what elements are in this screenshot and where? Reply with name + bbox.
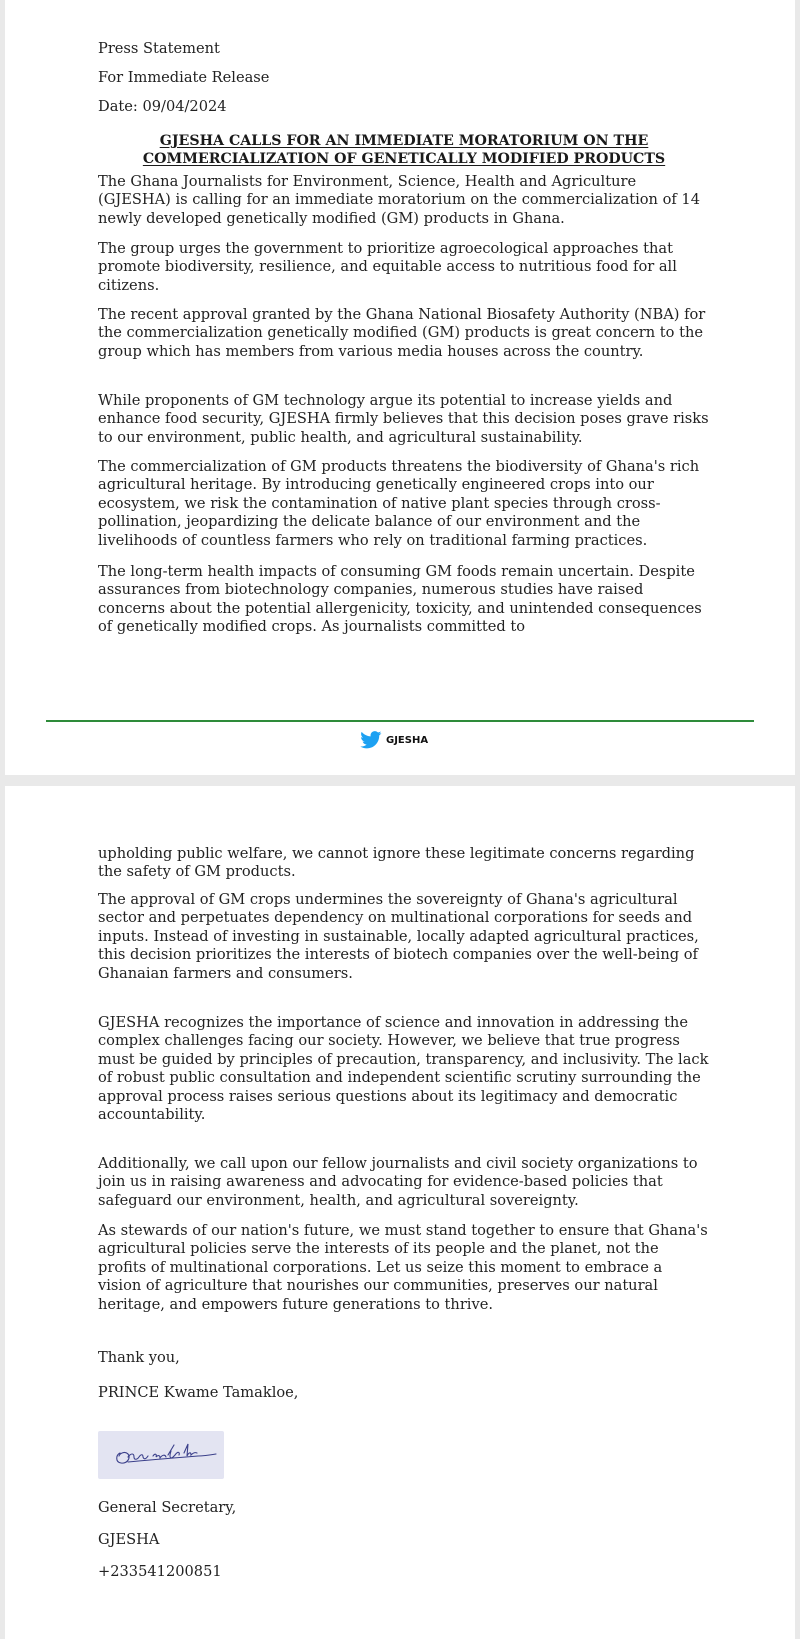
headline-line-1: GJESHA CALLS FOR AN IMMEDIATE MORATORIUM ON THE <box>159 133 649 149</box>
paragraph: The group urges the government to prioritize agroecological approaches that promote biodiversity, resilience, and equitable access to nutritious food for all citizens. <box>98 240 677 294</box>
headline <box>98 132 710 168</box>
paragraph: The approval of GM crops undermines the sovereignty of Ghana's agricultural sector and perpetuates dependency on multinational corporations for seeds and inputs. Instead of investing in sustainable, locally adapted agricultural practices, this decision prioritizes the interests of biotech companies over the well-being of Ghanaian farmers and consumers. <box>98 891 699 982</box>
signature-image <box>98 1431 224 1479</box>
signatory-phone: +233541200851 <box>98 1563 222 1580</box>
paragraph: The commercialization of GM products threatens the biodiversity of Ghana's rich agricultural heritage. By introducing genetically engineered crops into our ecosystem, we risk the contamination of native plant species through cross-pollination, jeopardizing the delicate balance of our environment and the livelihoods of countless farmers who rely on traditional farming practices. <box>98 458 700 549</box>
signatory-name: PRINCE Kwame Tamakloe, <box>98 1384 299 1401</box>
release-label: For Immediate Release <box>98 69 270 86</box>
headline-line-2: COMMERCIALIZATION OF GENETICALLY MODIFIED PRODUCTS <box>142 151 666 167</box>
handwritten-signature <box>98 1431 224 1479</box>
footer-divider <box>46 720 754 722</box>
paragraph: As stewards of our nation's future, we must stand together to ensure that Ghana's agricultural policies serve the interests of its people and the planet, not the profits of multinational corporations. Let us seize this moment to embrace a vision of agriculture that nourishes our communities, preserves our natural heritage, and empowers future generations to thrive. <box>98 1222 708 1313</box>
paragraph: Additionally, we call upon our fellow journalists and civil society organizations to join us in raising awareness and advocating for evidence-based policies that safeguard our environment, health, and agricultural sovereignty. <box>98 1155 698 1209</box>
twitter-bird-icon <box>360 731 382 749</box>
footer-handle-text: GJESHA <box>386 734 429 746</box>
closing-thanks: Thank you, <box>98 1349 180 1366</box>
paragraph: GJESHA recognizes the importance of science and innovation in addressing the complex challenges facing our society. However, we believe that true progress must be guided by principles of precaution, transparency, and inclusivity. The lack of robust public consultation and independent scientific scrutiny surrounding the approval process raises serious questions about its legitimacy and democratic accountability. <box>98 1014 709 1124</box>
document-page-2 <box>5 786 795 1639</box>
footer-social-handle <box>360 731 428 749</box>
date-label: Date: 09/04/2024 <box>98 98 227 115</box>
document-page-1 <box>5 0 795 775</box>
press-statement-label: Press Statement <box>98 40 220 57</box>
paragraph: While proponents of GM technology argue its potential to increase yields and enhance food security, GJESHA firmly believes that this decision poses grave risks to our environment, public health, and agricultural sustainability. <box>98 392 709 446</box>
signatory-organization: GJESHA <box>98 1531 160 1548</box>
signatory-title: General Secretary, <box>98 1499 237 1516</box>
paragraph: The long-term health impacts of consuming GM foods remain uncertain. Despite assurances from biotechnology companies, numerous studies have raised concerns about the potential allergenicity, toxicity, and unintended consequences of genetically modified crops. As journalists committed to <box>98 563 702 636</box>
paragraph: The Ghana Journalists for Environment, Science, Health and Agriculture (GJESHA) is calling for an immediate moratorium on the commercialization of 14 newly developed genetically modified (GM) products in Ghana. <box>98 173 700 227</box>
paragraph: upholding public welfare, we cannot ignore these legitimate concerns regarding the safety of GM products. <box>98 845 695 881</box>
paragraph: The recent approval granted by the Ghana National Biosafety Authority (NBA) for the commercialization genetically modified (GM) products is great concern to the group which has members from various media houses across the country. <box>98 306 706 360</box>
